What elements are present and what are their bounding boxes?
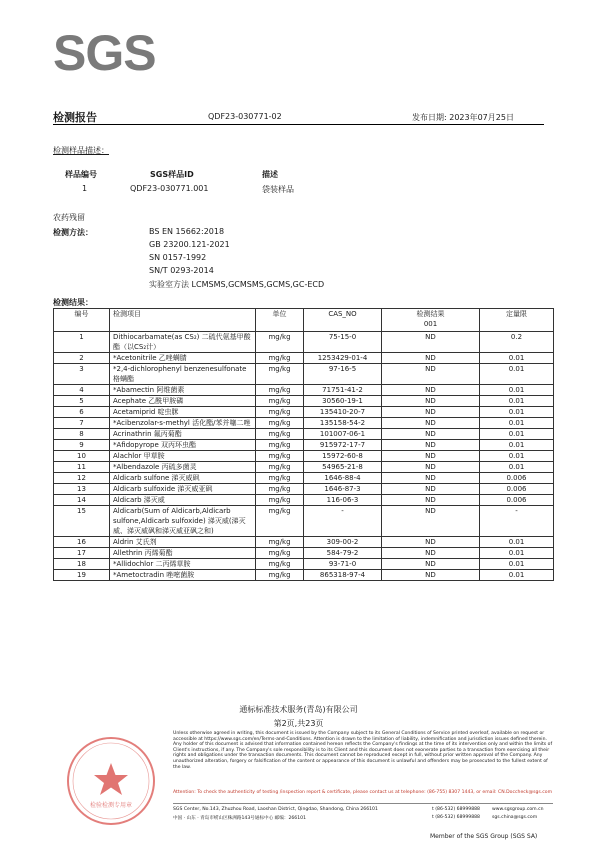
row-cas: 865318-97-4 — [304, 570, 382, 581]
row-cas: 93-71-0 — [304, 559, 382, 570]
row-no: 19 — [54, 570, 110, 581]
row-result: ND — [382, 332, 480, 353]
row-loq: 0.01 — [480, 570, 554, 581]
table-row — [54, 418, 554, 429]
table-row — [54, 548, 554, 559]
sample-col-no: 样品编号 — [65, 170, 97, 179]
row-cas: 116-06-3 — [304, 495, 382, 506]
sample-desc: 袋装样品 — [262, 185, 294, 194]
row-loq: 0.01 — [480, 537, 554, 548]
row-item: Acephate 乙酰甲胺磷 — [110, 396, 256, 407]
row-cas: - — [304, 506, 382, 537]
row-item: Alachlor 甲草胺 — [110, 451, 256, 462]
row-no: 16 — [54, 537, 110, 548]
header-item: 检测项目 — [110, 309, 256, 332]
official-seal — [65, 735, 157, 827]
row-item: Aldicarb 涕灭威 — [110, 495, 256, 506]
row-unit: mg/kg — [256, 440, 304, 451]
row-loq: - — [480, 506, 554, 537]
row-result: ND — [382, 473, 480, 484]
table-row — [54, 332, 554, 353]
row-no: 15 — [54, 506, 110, 537]
row-no: 17 — [54, 548, 110, 559]
row-unit: mg/kg — [256, 332, 304, 353]
row-result: ND — [382, 484, 480, 495]
row-item: Acetamiprid 啶虫脒 — [110, 407, 256, 418]
row-no: 10 — [54, 451, 110, 462]
row-result: ND — [382, 570, 480, 581]
row-no: 13 — [54, 484, 110, 495]
row-unit: mg/kg — [256, 353, 304, 364]
row-unit: mg/kg — [256, 364, 304, 385]
row-cas: 15972-60-8 — [304, 451, 382, 462]
method-line: GB 23200.121-2021 — [149, 240, 230, 249]
sample-col-desc: 描述 — [262, 170, 278, 179]
table-row — [54, 364, 554, 385]
sample-no: 1 — [82, 184, 88, 193]
footer-divider — [173, 803, 553, 804]
row-loq: 0.01 — [480, 429, 554, 440]
row-loq: 0.01 — [480, 396, 554, 407]
row-result: ND — [382, 396, 480, 407]
row-result: ND — [382, 385, 480, 396]
row-cas: 135410-20-7 — [304, 407, 382, 418]
row-no: 9 — [54, 440, 110, 451]
row-unit: mg/kg — [256, 418, 304, 429]
table-row — [54, 559, 554, 570]
row-item: *Acetonitrile 乙唑螨腈 — [110, 353, 256, 364]
row-loq: 0.01 — [480, 364, 554, 385]
row-unit: mg/kg — [256, 385, 304, 396]
svg-text:检验检测专用章: 检验检测专用章 — [89, 802, 133, 809]
row-result: ND — [382, 462, 480, 473]
row-cas: 30560-19-1 — [304, 396, 382, 407]
row-loq: 0.2 — [480, 332, 554, 353]
row-loq: 0.01 — [480, 385, 554, 396]
row-result: ND — [382, 418, 480, 429]
row-item: Aldicarb sulfone 涕灭威砜 — [110, 473, 256, 484]
row-unit: mg/kg — [256, 429, 304, 440]
row-result: ND — [382, 440, 480, 451]
table-row — [54, 385, 554, 396]
row-item: Aldicarb sulfoxide 涕灭威亚砜 — [110, 484, 256, 495]
row-item: *Acibenzolar-s-methyl 活化酯/苯并噻二唑 — [110, 418, 256, 429]
row-unit: mg/kg — [256, 548, 304, 559]
header-unit: 单位 — [256, 309, 304, 332]
authenticity-note: Attention: To check the authenticity of testing /inspection report & certificate, please contact us at telephone: (86-755) 8307 1443, or email: CN.Doccheck@sgs.com — [173, 790, 553, 795]
row-unit: mg/kg — [256, 451, 304, 462]
table-row — [54, 570, 554, 581]
table-row — [54, 440, 554, 451]
row-no: 7 — [54, 418, 110, 429]
table-row — [54, 484, 554, 495]
table-header-row — [54, 309, 554, 332]
row-result: ND — [382, 506, 480, 537]
header-no: 编号 — [54, 309, 110, 332]
row-unit: mg/kg — [256, 484, 304, 495]
row-item: *2,4-dichlorophenyl benzenesulfonate 格螨酯 — [110, 364, 256, 385]
row-result: ND — [382, 495, 480, 506]
row-no: 4 — [54, 385, 110, 396]
table-row — [54, 353, 554, 364]
row-cas: 135158-54-2 — [304, 418, 382, 429]
header-result-sample: 001 — [423, 320, 438, 328]
row-loq: 0.01 — [480, 440, 554, 451]
row-loq: 0.006 — [480, 473, 554, 484]
row-no: 1 — [54, 332, 110, 353]
sgs-logo: SGS — [53, 25, 156, 81]
row-no: 2 — [54, 353, 110, 364]
table-row — [54, 451, 554, 462]
star-icon — [94, 763, 128, 795]
company-name: 通标标准技术服务(青岛)有限公司 — [239, 705, 358, 714]
results-label: 检测结果： — [53, 298, 93, 307]
method-line: SN 0157-1992 — [149, 253, 207, 262]
row-cas: 71751-41-2 — [304, 385, 382, 396]
method-line: BS EN 15662:2018 — [149, 227, 225, 236]
row-cas: 1646-87-3 — [304, 484, 382, 495]
row-result: ND — [382, 429, 480, 440]
row-loq: 0.01 — [480, 462, 554, 473]
method-line: 实验室方法 LCMSMS,GCMSMS,GCMS,GC-ECD — [149, 280, 325, 289]
row-loq: 0.01 — [480, 353, 554, 364]
row-item: Aldrin 艾氏剂 — [110, 537, 256, 548]
row-loq: 0.01 — [480, 407, 554, 418]
row-cas: 1646-88-4 — [304, 473, 382, 484]
row-loq: 0.01 — [480, 559, 554, 570]
row-loq: 0.006 — [480, 484, 554, 495]
row-cas: 75-15-0 — [304, 332, 382, 353]
row-item: *Ametoctradin 唑嘧菌胺 — [110, 570, 256, 581]
sample-id: QDF23-030771.001 — [130, 184, 209, 193]
row-unit: mg/kg — [256, 537, 304, 548]
table-row — [54, 537, 554, 548]
method-line: SN/T 0293-2014 — [149, 266, 214, 275]
row-unit: mg/kg — [256, 495, 304, 506]
row-loq: 0.01 — [480, 548, 554, 559]
row-item: *Afidopyrope 双丙环虫酯 — [110, 440, 256, 451]
row-item: *Abamectin 阿维菌素 — [110, 385, 256, 396]
issue-date: 发布日期: 2023年07月25日 — [412, 113, 514, 122]
table-row — [54, 506, 554, 537]
row-unit: mg/kg — [256, 407, 304, 418]
row-unit: mg/kg — [256, 396, 304, 407]
row-unit: mg/kg — [256, 559, 304, 570]
row-result: ND — [382, 407, 480, 418]
row-cas: 584-79-2 — [304, 548, 382, 559]
table-row — [54, 462, 554, 473]
sample-section-label: 检测样品描述： — [53, 146, 109, 155]
row-result: ND — [382, 559, 480, 570]
test-name: 农药残留 — [53, 213, 85, 222]
row-no: 6 — [54, 407, 110, 418]
row-item: *Allidochlor 二丙烯草胺 — [110, 559, 256, 570]
row-result: ND — [382, 548, 480, 559]
row-item: *Albendazole 丙硫多菌灵 — [110, 462, 256, 473]
row-cas: 1253429-01-4 — [304, 353, 382, 364]
row-cas: 101007-06-1 — [304, 429, 382, 440]
sample-col-id: SGS样品ID — [150, 170, 194, 179]
header-loq: 定量限 — [480, 309, 554, 332]
row-item: Aldicarb(Sum of Aldicarb,Aldicarb sulfone,Aldicarb sulfoxide) 涕灭威(涕灭威、涕灭威砜和涕灭威亚砜之和) — [110, 506, 256, 537]
row-no: 8 — [54, 429, 110, 440]
method-label: 检测方法： — [53, 228, 93, 237]
row-result: ND — [382, 451, 480, 462]
table-row — [54, 396, 554, 407]
table-row — [54, 407, 554, 418]
header-cas: CAS_NO — [304, 309, 382, 332]
page-number: 第2页,共23页 — [273, 719, 324, 728]
row-result: ND — [382, 364, 480, 385]
row-cas: 54965-21-8 — [304, 462, 382, 473]
report-title: 检测报告 — [53, 111, 97, 124]
address-cn: 中国 · 山东 · 青岛市崂山区株洲路143号通标中心 邮编：266101 — [173, 816, 306, 821]
header-result — [382, 309, 480, 332]
table-row — [54, 429, 554, 440]
row-loq: 0.01 — [480, 451, 554, 462]
row-no: 12 — [54, 473, 110, 484]
header-divider — [53, 124, 544, 125]
results-table — [53, 308, 554, 581]
row-item: Allethrin 丙烯菊酯 — [110, 548, 256, 559]
row-no: 11 — [54, 462, 110, 473]
row-no: 18 — [54, 559, 110, 570]
row-no: 14 — [54, 495, 110, 506]
row-cas: 915972-17-7 — [304, 440, 382, 451]
row-unit: mg/kg — [256, 473, 304, 484]
email-link[interactable]: sgs.china@sgs.com — [492, 815, 538, 820]
telephone: t (86-532) 68999888 — [432, 807, 480, 812]
row-result: ND — [382, 537, 480, 548]
row-cas: 309-00-2 — [304, 537, 382, 548]
row-item: Acrinathrin 氟丙菊酯 — [110, 429, 256, 440]
header-result-label: 检测结果 — [416, 310, 445, 318]
row-cas: 97-16-5 — [304, 364, 382, 385]
telephone-cn: t (86-532) 68999888 — [432, 815, 480, 820]
row-unit: mg/kg — [256, 462, 304, 473]
terms-fine-print: Unless otherwise agreed in writing, this document is issued by the Company subject to its General Conditions of Service printed overleaf, available on request or accessible at https://www.sgs.com/en/Terms-and-Conditions. Attention is drawn to the limitation of liability, indemnification and jurisdiction issues defined therein. Any holder of this document is advised that information contained hereon reflects the Company's findings at the time of its intervention only and within the limits of Client's instructions, if any. The Company's sole responsibility is to its Client and this document does not exonerate parties to a transaction from exercising all their rights and obligations under the transaction documents. This document cannot be reproduced except in full, without prior written approval of the Company. Any unauthorized alteration, forgery or falsification of the content or appearance of this document is unlawful and offenders may be prosecuted to the fullest extent of the law. — [173, 731, 553, 770]
row-loq: 0.006 — [480, 495, 554, 506]
website-link[interactable]: www.sgsgroup.com.cn — [492, 807, 544, 812]
table-row — [54, 495, 554, 506]
row-unit: mg/kg — [256, 506, 304, 537]
report-number: QDF23-030771-02 — [208, 112, 282, 121]
member-line: Member of the SGS Group (SGS SA) — [430, 833, 538, 840]
row-result: ND — [382, 353, 480, 364]
row-no: 3 — [54, 364, 110, 385]
table-row — [54, 473, 554, 484]
row-no: 5 — [54, 396, 110, 407]
row-item: Dithiocarbamate(as CS₂) 二硫代氨基甲酸酯（以CS₂计） — [110, 332, 256, 353]
address-en: SGS Center, No.143, Zhuzhou Road, Laoshan District, Qingdao, Shandong, China 266101 — [173, 807, 378, 812]
row-loq: 0.01 — [480, 418, 554, 429]
row-unit: mg/kg — [256, 570, 304, 581]
